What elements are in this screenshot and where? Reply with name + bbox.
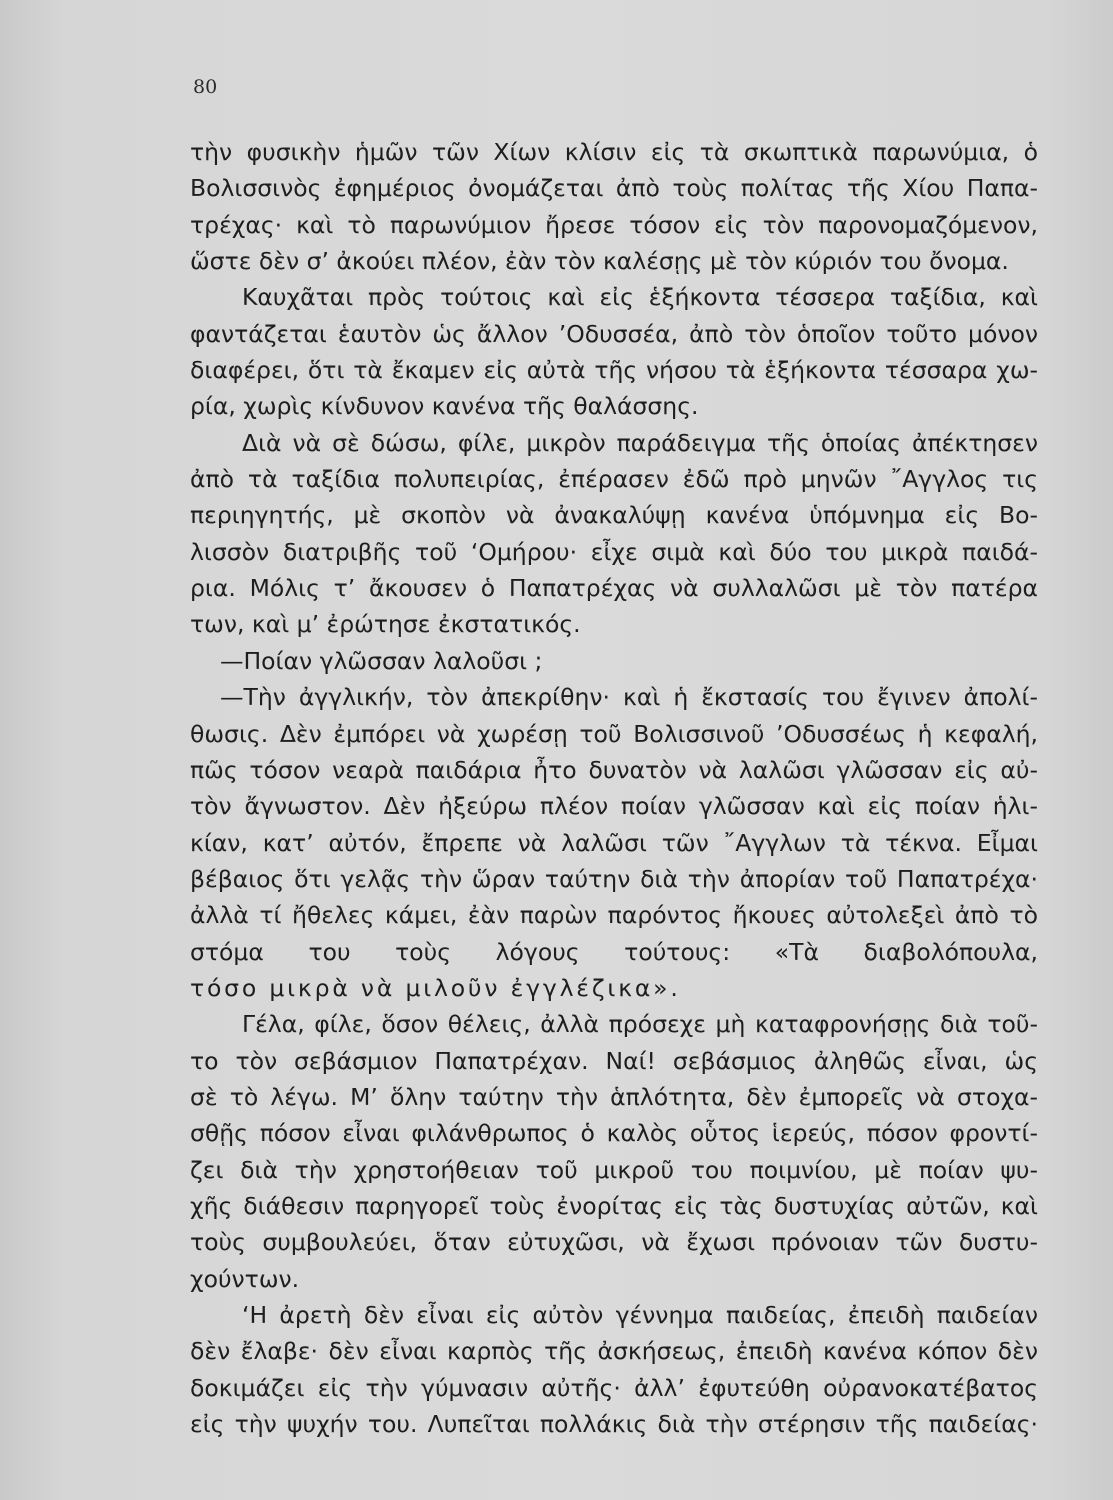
text-line: κίαν, κατ’ αὐτόν, ἔπρεπε νὰ λαλῶσι τῶν ῎Αγγλων τὰ τέκνα. Εἶμαι: [190, 828, 1038, 857]
text-line: θωσις. Δὲν ἐμπόρει νὰ χωρέσῃ τοῦ Βολισσινοῦ ’Οδυσσέως ἡ κεφαλή,: [190, 719, 1038, 748]
text-line: εἰς τὴν ψυχήν του. Λυπεῖται πολλάκις διὰ τὴν στέρησιν τῆς παιδείας·: [190, 1410, 1038, 1439]
text-line: δοκιμάζει εἰς τὴν γύμνασιν αὐτῆς· ἀλλ’ ἐφυτεύθη οὐρανοκατέβατος: [190, 1373, 1038, 1402]
text-line: ὥστε δὲν σ’ ἀκούει πλέον, ἐὰν τὸν καλέσῃς μὲ τὸν κύριόν του ὄνομα.: [190, 247, 1009, 276]
text-line: τὴν φυσικὴν ἡμῶν τῶν Χίων κλίσιν εἰς τὰ σκωπτικὰ παρωνύμια, ὁ: [190, 138, 1038, 166]
text-line: ἀλλὰ τί ἤθελες κάμει, ἐὰν παρὼν παρόντος ἤκουες αὐτολεξεὶ ἀπὸ τὸ: [190, 901, 1038, 930]
page-number: 80: [193, 76, 218, 98]
text-line: Καυχᾶται πρὸς τούτοις καὶ εἰς ἑξήκοντα τέσσερα ταξίδια, καὶ: [242, 283, 1038, 312]
text-line: χῆς διάθεσιν παρηγορεῖ τοὺς ἐνορίτας εἰς τὰς δυστυχίας αὐτῶν, καὶ: [190, 1191, 1038, 1220]
quoted-line: τόσο μικρὰ νὰ μιλοῦν ἐγγλέζικα».: [190, 973, 681, 1002]
text-line: φαντάζεται ἑαυτὸν ὡς ἄλλον ’Οδυσσέα, ἀπὸ τὸν ὁποῖον τοῦτο μόνον: [190, 319, 1038, 348]
text-line: ἀπὸ τὰ ταξίδια πολυπειρίας, ἐπέρασεν ἐδῶ πρὸ μηνῶν ῎Αγγλος τις: [190, 465, 1038, 494]
text-line: Βολισσινὸς ἐφημέριος ὀνομάζεται ἀπὸ τοὺς πολίτας τῆς Χίου Παπα-: [190, 174, 1038, 203]
text-line: των, καὶ μ’ ἐρώτησε ἐκστατικός.: [190, 610, 581, 639]
text-line: περιηγητής, μὲ σκοπὸν νὰ ἀνακαλύψῃ κανένα ὑπόμνημα εἰς Βο-: [190, 501, 1038, 530]
body-text: [190, 134, 1038, 1442]
text-line: ρία, χωρὶς κίνδυνον κανένα τῆς θαλάσσης.: [190, 392, 699, 421]
text-line: το τὸν σεβάσμιον Παπατρέχαν. Ναί! σεβάσμιος ἀληθῶς εἶναι, ὡς: [190, 1046, 1038, 1075]
text-line: χούντων.: [190, 1264, 300, 1293]
text-line: τρέχας· καὶ τὸ παρωνύμιον ἤρεσε τόσον εἰς τὸν παρονομαζόμενον,: [190, 210, 1038, 239]
text-line: στόμα του τοὺς λόγους τούτους: «Τὰ διαβολόπουλα,: [190, 937, 1038, 966]
dialogue-line: —Τὴν ἀγγλικήν, τὸν ἀπεκρίθην· καὶ ἡ ἔκστασίς του ἔγινεν ἀπολί-: [220, 683, 1038, 712]
text-line: σθῇς πόσον εἶναι φιλάνθρωπος ὁ καλὸς οὗτος ἱερεύς, πόσον φροντί-: [190, 1119, 1038, 1148]
text-line: ζει διὰ τὴν χρηστοήθειαν τοῦ μικροῦ του ποιμνίου, μὲ ποίαν ψυ-: [190, 1155, 1038, 1184]
text-line: Διὰ νὰ σὲ δώσω, φίλε, μικρὸν παράδειγμα τῆς ὁποίας ἀπέκτησεν: [242, 428, 1038, 457]
text-line: τὸν ἄγνωστον. Δὲν ἠξεύρω πλέον ποίαν γλῶσσαν καὶ εἰς ποίαν ἡλι-: [190, 792, 1038, 821]
text-line: διαφέρει, ὅτι τὰ ἔκαμεν εἰς αὐτὰ τῆς νήσου τὰ ἑξήκοντα τέσσαρα χω-: [190, 356, 1038, 385]
text-line: βέβαιος ὅτι γελᾷς τὴν ὥραν ταύτην διὰ τὴν ἀπορίαν τοῦ Παπατρέχα·: [190, 864, 1038, 893]
text-line: Γέλα, φίλε, ὅσον θέλεις, ἀλλὰ πρόσεχε μὴ καταφρονήσῃς διὰ τοῦ-: [242, 1010, 1038, 1039]
text-line: πῶς τόσον νεαρὰ παιδάρια ἦτο δυνατὸν νὰ λαλῶσι γλῶσσαν εἰς αὐ-: [190, 755, 1038, 784]
text-line: δὲν ἔλαβε· δὲν εἶναι καρπὸς τῆς ἀσκήσεως, ἐπειδὴ κανένα κόπον δὲν: [190, 1337, 1038, 1366]
text-line: τοὺς συμβουλεύει, ὅταν εὐτυχῶσι, νὰ ἔχωσι πρόνοιαν τῶν δυστυ-: [190, 1228, 1038, 1257]
text-line: ‘Η ἀρετὴ δὲν εἶναι εἰς αὐτὸν γέννημα παιδείας, ἐπειδὴ παιδείαν: [242, 1301, 1038, 1329]
text-line: ρια. Μόλις τ’ ἄκουσεν ὁ Παπατρέχας νὰ συλλαλῶσι μὲ τὸν πατέρα: [190, 574, 1038, 603]
text-line: σὲ τὸ λέγω. Μ’ ὅλην ταύτην τὴν ἁπλότητα, δὲν ἐμπορεῖς νὰ στοχα-: [190, 1082, 1038, 1111]
text-line: λισσὸν διατριβῆς τοῦ ‘Ομήρου· εἶχε σιμὰ καὶ δύο του μικρὰ παιδά-: [190, 537, 1038, 566]
dialogue-line: —Ποίαν γλῶσσαν λαλοῦσι ;: [220, 646, 543, 675]
